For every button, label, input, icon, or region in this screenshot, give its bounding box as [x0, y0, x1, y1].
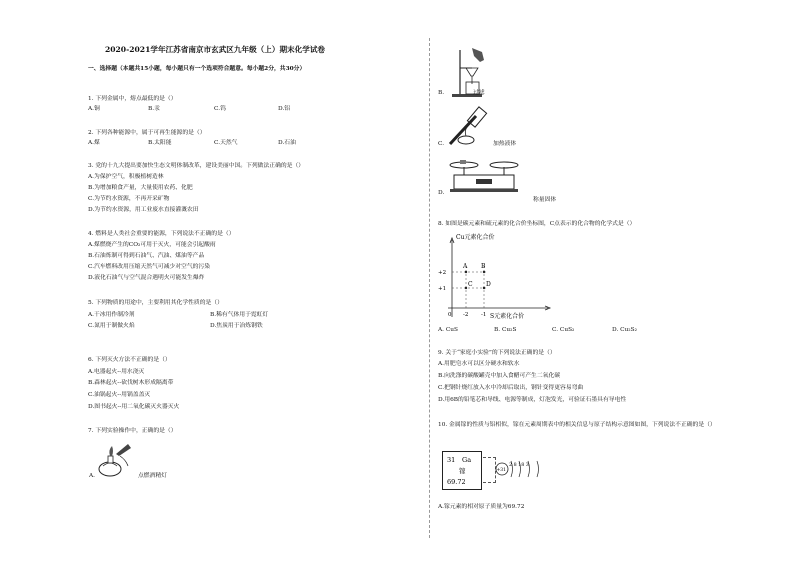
- q1-option-c: C.钨: [214, 106, 226, 112]
- q7-option-b-label: B.: [438, 90, 445, 96]
- point-d-marker: [483, 287, 485, 289]
- q6-option-d: D.图书起火--用二氧化碳灭火器灭火: [88, 404, 180, 410]
- heating-liquid-figure: [446, 106, 492, 146]
- q5-option-c: C.氮用于制做火焰: [88, 323, 135, 329]
- q10-option-a: A.镓元素的相对原子质量为69.72: [438, 504, 525, 510]
- electron-shells: 2 8 18 3: [509, 463, 529, 468]
- q3-option-b: B.为增加粮食产量，大量使用农药、化肥: [88, 185, 193, 191]
- q7-option-c-label: C.: [438, 141, 445, 147]
- x-tick-minus1: -1: [481, 312, 487, 318]
- atomic-structure-diagram: [494, 456, 544, 482]
- point-a-marker: [465, 271, 467, 273]
- x-tick-0: 0: [448, 312, 452, 318]
- element-name: 镓: [459, 467, 466, 475]
- q9-option-c: C.把钢针烧红放入水中冷却后取出，钢针变得更容易弯曲: [438, 385, 584, 391]
- balance-scale-figure: [446, 155, 522, 195]
- point-c-marker: [465, 287, 467, 289]
- q4-option-b: B.石油炼制可得到石油气、汽油、煤油等产品: [88, 253, 205, 259]
- q3-stem: 3. 党的十九大提出要加快生态文明体制改革，建设美丽中国。下列做法正确的是（）: [88, 163, 305, 169]
- q7-option-a-label: A.: [89, 473, 96, 479]
- nucleus-charge: +31: [496, 468, 506, 473]
- valence-coordinate-chart: [438, 232, 558, 324]
- q6-stem: 6. 下列灭火方法不正确的是（）: [88, 357, 171, 363]
- q9-stem: 9. 关于“家庭小实验”的下列说法正确的是（）: [438, 350, 556, 356]
- atomic-number: 31: [447, 456, 456, 464]
- point-d-label: D: [486, 281, 491, 288]
- alcohol-lamp-figure: [98, 442, 132, 478]
- q6-option-a: A.电器起火--用水浇灭: [88, 369, 145, 375]
- x-axis-label: S元素化合价: [490, 313, 525, 320]
- x-tick-minus2: -2: [463, 312, 469, 318]
- q2-option-a: A.煤: [88, 140, 100, 146]
- q2-option-b: B.太阳能: [148, 140, 172, 146]
- gallium-element-card: [442, 451, 482, 491]
- point-b-marker: [483, 271, 485, 273]
- q4-option-d: D.液化石油气与空气混合遇明火可能发生爆炸: [88, 275, 205, 281]
- y-axis-label: Cu元素化合价: [456, 234, 495, 241]
- q8-option-d: D. Cu₂S₂: [612, 327, 637, 333]
- q9-option-d: D.用6B的铅笔芯和导线、电源等制成，灯泡发光，可验证石墨具有导电性: [438, 397, 627, 403]
- q2-option-d: D.石油: [278, 140, 296, 146]
- q9-option-b: B.向洗涤的碳酸罐壳中加入食醋可产生二氧化碳: [438, 373, 561, 379]
- q7-option-a: 点燃酒精灯: [138, 473, 167, 479]
- q1-option-d: D.铝: [278, 106, 291, 112]
- exam-title: 2020-2021学年江苏省南京市玄武区九年级（上）期末化学试卷: [104, 45, 326, 54]
- point-a-label: A: [463, 263, 468, 270]
- q9-option-a: A.用肥皂水可以区分硬水和软水: [438, 361, 520, 367]
- q5-option-b: B.稀有气体用于霓虹灯: [210, 312, 269, 318]
- filtration-figure: [446, 46, 492, 98]
- q5-option-d: D.焦炭用于冶炼钢铁: [210, 323, 263, 329]
- q5-stem: 5. 下列物质的用途中，主要利用其化学性质的是（）: [88, 300, 223, 306]
- q7-option-d: 称量固体: [533, 197, 557, 203]
- section-heading: 一、选择题（本题共15小题，每小题只有一个选项符合题意。每小题2分，共30分）: [88, 66, 306, 72]
- column-divider: [429, 38, 430, 538]
- q7-option-d-label: D.: [438, 190, 445, 196]
- atomic-mass: 69.72: [447, 478, 466, 486]
- q4-stem: 4. 燃料是人类社会重要的能源，下列说法不正确的是（）: [88, 231, 235, 237]
- q3-option-a: A.为保护空气，积极植树造林: [88, 174, 164, 180]
- q5-option-a: A.干冰用作制冷剂: [88, 312, 135, 318]
- q2-stem: 2. 下列各种能源中，属于可再生能源的是（）: [88, 130, 206, 136]
- q1-option-b: B.汞: [148, 106, 160, 112]
- y-tick-plus2: +2: [438, 270, 447, 276]
- q4-option-c: C.汽车燃料改用压缩天然气可减少对空气的污染: [88, 264, 211, 270]
- point-b-label: B: [481, 263, 486, 270]
- q7-option-b: 过滤: [473, 90, 485, 96]
- q8-option-c: C. CuS₂: [552, 327, 575, 333]
- point-c-label: C: [468, 281, 473, 288]
- element-symbol: Ga: [462, 456, 472, 464]
- q8-option-a: A. CuS: [438, 327, 459, 333]
- q3-option-c: C.为节约水资源，不再开采矿物: [88, 196, 170, 202]
- q1-stem: 1. 下列金属中，熔点最低的是（）: [88, 96, 177, 102]
- q6-option-b: B.森林起火--砍伐树木形成隔离带: [88, 380, 174, 386]
- q4-option-a: A.煤燃烧产生的CO₂可用于灭火，可能会引起酸雨: [88, 242, 216, 248]
- q8-stem: 8. 如图是碳元素和硫元素的化合价坐标图，C点表示的化合物的化学式是（）: [438, 221, 636, 227]
- q7-stem: 7. 下列实验操作中，正确的是（）: [88, 428, 177, 434]
- q3-option-d: D.为节约水资源，用工业废水直接灌溉农田: [88, 207, 199, 213]
- q1-option-a: A.铜: [88, 106, 100, 112]
- q7-option-c: 加热液体: [493, 141, 517, 147]
- q8-option-b: B. Cu₂S: [494, 327, 517, 333]
- y-tick-plus1: +1: [438, 286, 447, 292]
- q10-stem: 10. 金属镓的性质与铝相似，镓在元素周期表中的相关信息与原子结构示意图如图，下列说法不正确的是（）: [438, 422, 716, 428]
- q2-option-c: C.天然气: [214, 140, 238, 146]
- q6-option-c: C.油锅起火--用锅盖盖灭: [88, 392, 151, 398]
